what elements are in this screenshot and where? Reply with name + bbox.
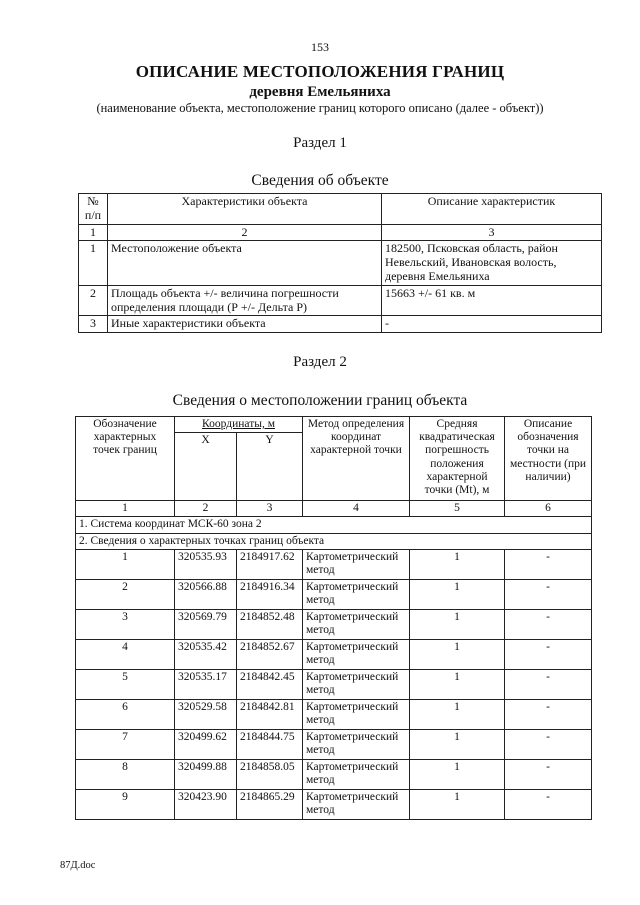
point-error: 1: [410, 759, 505, 789]
point-y: 2184916.34: [237, 579, 303, 609]
table-index-row: [79, 224, 602, 241]
section2-heading: Сведения о местоположении границ объекта: [172, 392, 468, 409]
point-x: 320499.88: [175, 759, 237, 789]
table-row: [79, 285, 602, 316]
point-number: 8: [76, 759, 175, 789]
point-x: 320535.17: [175, 669, 237, 699]
row-value: 182500, Псковская область, район Невельский, Ивановская волость, деревня Емельяниха: [382, 241, 602, 285]
point-error: 1: [410, 639, 505, 669]
row-value: 15663 +/- 61 кв. м: [382, 285, 602, 316]
point-number: 4: [76, 639, 175, 669]
point-error: 1: [410, 789, 505, 819]
row-number: 3: [79, 316, 108, 333]
point-description: -: [505, 549, 592, 579]
table-index-row: [76, 501, 592, 517]
object-info-table: [78, 193, 602, 333]
point-y: 2184842.45: [237, 669, 303, 699]
table-row: [76, 699, 592, 729]
section1-label: Раздел 1: [293, 135, 347, 151]
point-method: Картометрический метод: [303, 789, 410, 819]
index-cell: 2: [108, 224, 382, 241]
point-description: -: [505, 699, 592, 729]
point-error: 1: [410, 609, 505, 639]
point-method: Картометрический метод: [303, 699, 410, 729]
point-error: 1: [410, 669, 505, 699]
point-method: Картометрический метод: [303, 609, 410, 639]
point-method: Картометрический метод: [303, 579, 410, 609]
point-method: Картометрический метод: [303, 639, 410, 669]
point-x: 320529.58: [175, 699, 237, 729]
header-number: № п/п: [79, 194, 108, 225]
header-coordinates: Координаты, м: [175, 417, 303, 433]
object-name-caption: (наименование объекта, местоположение границ которого описано (далее - объект)): [96, 101, 544, 115]
point-method: Картометрический метод: [303, 669, 410, 699]
points-heading-row: [76, 533, 592, 549]
table-row: [79, 241, 602, 285]
header-x: X: [175, 433, 237, 501]
point-method: Картометрический метод: [303, 549, 410, 579]
point-x: 320423.90: [175, 789, 237, 819]
point-y: 2184852.67: [237, 639, 303, 669]
point-description: -: [505, 639, 592, 669]
row-number: 2: [79, 285, 108, 316]
point-description: -: [505, 609, 592, 639]
point-x: 320566.88: [175, 579, 237, 609]
table-row: [76, 639, 592, 669]
point-x: 320499.62: [175, 729, 237, 759]
point-y: 2184865.29: [237, 789, 303, 819]
index-cell: 5: [410, 501, 505, 517]
header-point: Обозначение характерных точек границ: [76, 417, 175, 501]
point-y: 2184842.81: [237, 699, 303, 729]
point-y: 2184852.48: [237, 609, 303, 639]
header-description: Описание характеристик: [382, 194, 602, 225]
file-name: 87Д.doc: [60, 860, 96, 871]
boundary-points-table: [75, 416, 592, 820]
point-y: 2184858.05: [237, 759, 303, 789]
row-number: 1: [79, 241, 108, 285]
point-method: Картометрический метод: [303, 759, 410, 789]
index-cell: 6: [505, 501, 592, 517]
table-row: [76, 729, 592, 759]
table-row: [76, 759, 592, 789]
point-number: 9: [76, 789, 175, 819]
row-characteristic: Площадь объекта +/- величина погрешности определения площади (Р +/- Дельта Р): [108, 285, 382, 316]
point-description: -: [505, 729, 592, 759]
object-name: деревня Емельяниха: [249, 84, 391, 100]
table-header-row: [76, 417, 592, 433]
index-cell: 3: [382, 224, 602, 241]
coordinate-system: 1. Система координат МСК-60 зона 2: [76, 517, 592, 533]
point-number: 3: [76, 609, 175, 639]
point-y: 2184844.75: [237, 729, 303, 759]
page-number: 153: [311, 40, 329, 54]
point-number: 5: [76, 669, 175, 699]
point-description: -: [505, 579, 592, 609]
point-number: 2: [76, 579, 175, 609]
row-characteristic: Иные характеристики объекта: [108, 316, 382, 333]
header-point-description: Описание обозначения точки на местности (при наличии): [505, 417, 592, 501]
point-number: 6: [76, 699, 175, 729]
point-y: 2184917.62: [237, 549, 303, 579]
header-characteristics: Характеристики объекта: [108, 194, 382, 225]
table-row: [76, 789, 592, 819]
table-row: [76, 609, 592, 639]
header-method: Метод определения координат характерной точки: [303, 417, 410, 501]
point-description: -: [505, 789, 592, 819]
table-row: [76, 669, 592, 699]
point-x: 320535.42: [175, 639, 237, 669]
row-characteristic: Местоположение объекта: [108, 241, 382, 285]
point-description: -: [505, 669, 592, 699]
header-error: Средняя квадратическая погрешность положения характерной точки (Mt), м: [410, 417, 505, 501]
header-y: Y: [237, 433, 303, 501]
point-error: 1: [410, 579, 505, 609]
points-heading: 2. Сведения о характерных точках границ объекта: [76, 533, 592, 549]
point-number: 1: [76, 549, 175, 579]
index-cell: 2: [175, 501, 237, 517]
table-row: [79, 316, 602, 333]
index-cell: 3: [237, 501, 303, 517]
point-method: Картометрический метод: [303, 729, 410, 759]
point-x: 320569.79: [175, 609, 237, 639]
table-row: [76, 549, 592, 579]
point-error: 1: [410, 549, 505, 579]
point-error: 1: [410, 699, 505, 729]
point-number: 7: [76, 729, 175, 759]
document-title: ОПИСАНИЕ МЕСТОПОЛОЖЕНИЯ ГРАНИЦ: [135, 62, 505, 81]
point-description: -: [505, 759, 592, 789]
index-cell: 1: [76, 501, 175, 517]
point-x: 320535.93: [175, 549, 237, 579]
index-cell: 4: [303, 501, 410, 517]
row-value: -: [382, 316, 602, 333]
table-header-row: [79, 194, 602, 225]
points-body: [76, 549, 592, 819]
section2-label: Раздел 2: [293, 354, 347, 370]
section1-heading: Сведения об объекте: [251, 172, 389, 189]
point-error: 1: [410, 729, 505, 759]
coordinate-system-row: [76, 517, 592, 533]
table-row: [76, 579, 592, 609]
index-cell: 1: [79, 224, 108, 241]
